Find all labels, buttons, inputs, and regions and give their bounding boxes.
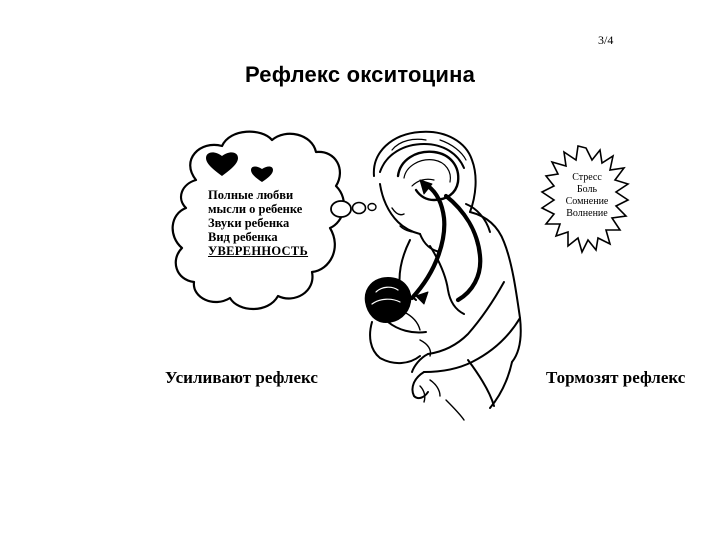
caption-inhibit: Тормозят рефлекс	[546, 368, 686, 387]
cloud-line: Звуки ребенка	[208, 216, 290, 230]
cloud-line: Полные любви	[208, 188, 294, 202]
page-number: 3/4	[598, 33, 614, 47]
thought-cloud-text	[208, 188, 308, 258]
mother-figure	[374, 132, 521, 420]
slide-title: Рефлекс окситоцина	[244, 62, 476, 87]
stress-burst-text	[552, 172, 622, 220]
cloud-line: Вид ребенка	[208, 230, 278, 244]
thought-bubble-medium	[353, 203, 366, 214]
reflex-arrows	[412, 180, 480, 304]
arrow-head-up	[420, 180, 432, 194]
burst-line: Боль	[576, 184, 598, 195]
thought-bubble-small	[368, 204, 376, 211]
caption-enhance: Усиливают рефлекс	[165, 368, 318, 387]
burst-line: Стресс	[572, 172, 602, 183]
cloud-line: мысли о ребенке	[208, 202, 303, 216]
brain-region	[398, 152, 458, 200]
thought-bubble-large	[331, 201, 351, 217]
burst-line: Сомнение	[565, 196, 609, 207]
burst-line: Волнение	[566, 208, 608, 219]
cloud-emphasis: УВЕРЕННОСТЬ	[208, 244, 309, 258]
